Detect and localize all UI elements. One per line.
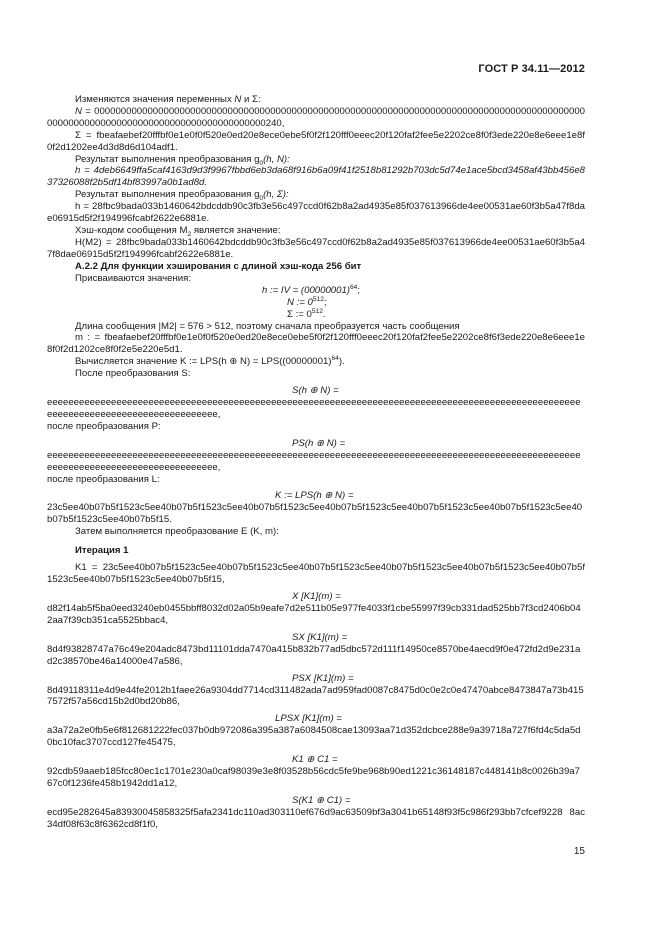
value-hm2: H(M2) = 28fbc9bada033b1460642bdcddb90c3fb3e56c497ccd0f62b8a2ad4935e85f037613966de4ee00531ae60f3b5a47f8dae06915d5f2f194996fcabf2622e6881e. (47, 236, 585, 260)
value-n: N = 0000000000000000000000000000000000000000000000000000000000000000000000000000000000000000000000000000000000000000000000000000000000000240, (47, 105, 585, 129)
value-k1c1: 92cdb59aaeb185fcc80ec1c1701e230a0caf98039e3e8f03528b56cdc5fe9be968b90ed1221c36148187c448141b8c0026b39a767c0f1236fe458b1942dd1a12, (47, 766, 580, 790)
text-line: Результат выполнения преобразования $g_0(h$, Σ): (75, 189, 289, 203)
text-line: Хэш-кодом сообщения $M_2$ является значение: (75, 224, 281, 238)
value-h1: h = 4deb6649ffa5caf4163d9d3f9967fbbd6eb3da68f916b6a09f41f2518b81292b703dc5d74e1ace5bcd3458af43bb456e837326088f2b5df14bf83997a0b1ad8d. (47, 165, 585, 189)
iteration-heading: Итерация 1 (75, 545, 129, 557)
formula-sk1c1: S(K1 ⊕ C1) = (292, 794, 351, 806)
text-line: Присваиваются значения: (75, 272, 191, 284)
value-psxk1: 8d49118311e4d9e44fe2012b1faee26a9304dd7714cd311482ada7ad959fad0087c8475d0c0e2c0e47470abce8473847a73b4157572f57a56cd15b2d0bd20b86, (47, 684, 584, 708)
value-xk1: d82f14ab5f5ba0eed3240eb0455bbff8032d02a05b9eafe7d2e511b05e977fe4033f1cbe55997f39cb331dad525bb7f3cd2406b042aa7f39cb351ca5525bbac4, (47, 602, 581, 626)
formula-psxk1: PSX [K1](m) = (292, 672, 354, 684)
text-line: Изменяются значения переменных N и Σ: (75, 94, 261, 105)
value-s-result: eeeeeeeeeeeeeeeeeeeeeeeeeeeeeeeeeeeeeeeeeeeeeeeeeeeeeeeeeeeeeeeeeeeeeeeeeeeeeeeeeeeeeeeeeeeeeeeeeeeeeeeeeeeeeeeeeeeeeeeeeeeeeeeeeeee, (47, 397, 581, 420)
text-line: После преобразования S: (75, 368, 191, 380)
formula-ps: PS(h ⊕ N) = (292, 437, 346, 449)
formula-lpsxk1: LPSX [K1](m) = (275, 713, 342, 725)
page-number: 15 (573, 846, 585, 857)
value-k1: K1 = 23c5ee40b07b5f1523c5ee40b07b5f1523c5ee40b07b5f1523c5ee40b07b5f1523c5ee40b07b5f1523c5ee40b07b5f1523c5ee40b07b5f1523c5ee40b07b5f15, (47, 562, 585, 585)
value-h2: h = 28fbc9bada033b1460642bdcddb90c3fb3e56c497ccd0f62b8a2ad4935e85f037613966de4ee00531ae60f3b5a47f8dae06915d5f2f194996fcabf2622e6881e. (47, 201, 585, 225)
value-sxk1: 8d4f93828747a76c49e204adc8473bd11101dda7470a415b832b77ad5dbc572d111f14950ce8570be4aecd9f0e472fd2d9e231ad2c38570be46a14000e47a586, (47, 643, 581, 667)
value-m: m : = fbeafaebef20fffbf0e1e0f0f520e0ed20e8ece0ebe5f0f2f120fff0eeec20f120faf2fee5e2202ce8f6f3ede220e8e6eee1e8f0f2d1202ce8f0f2e5e220e5d1. (47, 332, 585, 356)
text-line: Длина сообщения |M2| = 576 > 512, поэтому сначала преобразуется часть сообщения (75, 320, 460, 332)
value-ps-result: eeeeeeeeeeeeeeeeeeeeeeeeeeeeeeeeeeeeeeeeeeeeeeeeeeeeeeeeeeeeeeeeeeeeeeeeeeeeeeeeeeeeeeeeeeeeeeeeeeeeeeeeeeeeeeeeeeeeeeeeeeeeeeeeeeee, (47, 449, 581, 473)
text-line: после преобразования L: (47, 473, 160, 485)
formula-k1c1: K1 ⊕ C1 = (292, 754, 338, 766)
formula-xk1: X [K1](m) = (292, 590, 341, 602)
formula-k: K := LPS(h ⊕ N) = (275, 490, 354, 502)
formula-h-iv: h := IV = $(00000001)^{64}$; (262, 283, 361, 296)
value-lpsxk1: a3a72a2e0fb5e6f812681222fec037b0db972086a395a387a6084508cae13093aa71d352dcbce288e9a39718a727f6fd4c5da5d0bc10fac3707ccd127fe45475, (47, 725, 581, 749)
text-line: Вычисляется значение K := LPS(h ⊕ $N) = LPS((00000001)^{64})$. (75, 355, 345, 368)
page-content (47, 94, 585, 831)
value-sk1c1: ecd95e282645a83930045858325f5afa2341dc110ad303110ef676d9ac63509bf3a3041b65148f93f5c986f293bb7cfcef9228 8ac34df08f63c8f6362cd8f1f0, (47, 806, 585, 830)
section-heading: A.2.2 Для функции хэширования с длиной хэш-кода 256 бит (75, 260, 362, 272)
formula-n-assign: N := $0^{512}$; (287, 295, 327, 308)
value-k-result: 23c5ee40b07b5f1523c5ee40b07b5f1523c5ee40b07b5f1523c5ee40b07b5f1523c5ee40b07b5f1523c5ee40b07b5f1523c5ee40b07b5f1523c5ee40b07b5f15. (47, 502, 583, 526)
formula-sxk1: SX [K1](m) = (292, 631, 348, 643)
document-code: ГОСТ Р 34.11—2012 (478, 63, 585, 75)
text-line: Результат выполнения преобразования $g_0(h$, N): (75, 153, 290, 167)
formula-s: S(h ⊕ N) = (292, 385, 339, 397)
text-line: после преобразования P: (47, 420, 161, 432)
formula-sigma-assign: Σ := $0^{512}$. (287, 307, 326, 320)
text-line: Затем выполняется преобразование E (K, m): (75, 526, 279, 538)
value-sigma: Σ = fbeafaebef20fffbf0e1e0f0f520e0ed20e8ece0ebe5f0f2f120fff0eeec20f120faf2fee5e2202ce8f0f3ede220e8e6eee1e8f0f2d1202ee4d3d8d6d104adf1. (47, 129, 585, 153)
